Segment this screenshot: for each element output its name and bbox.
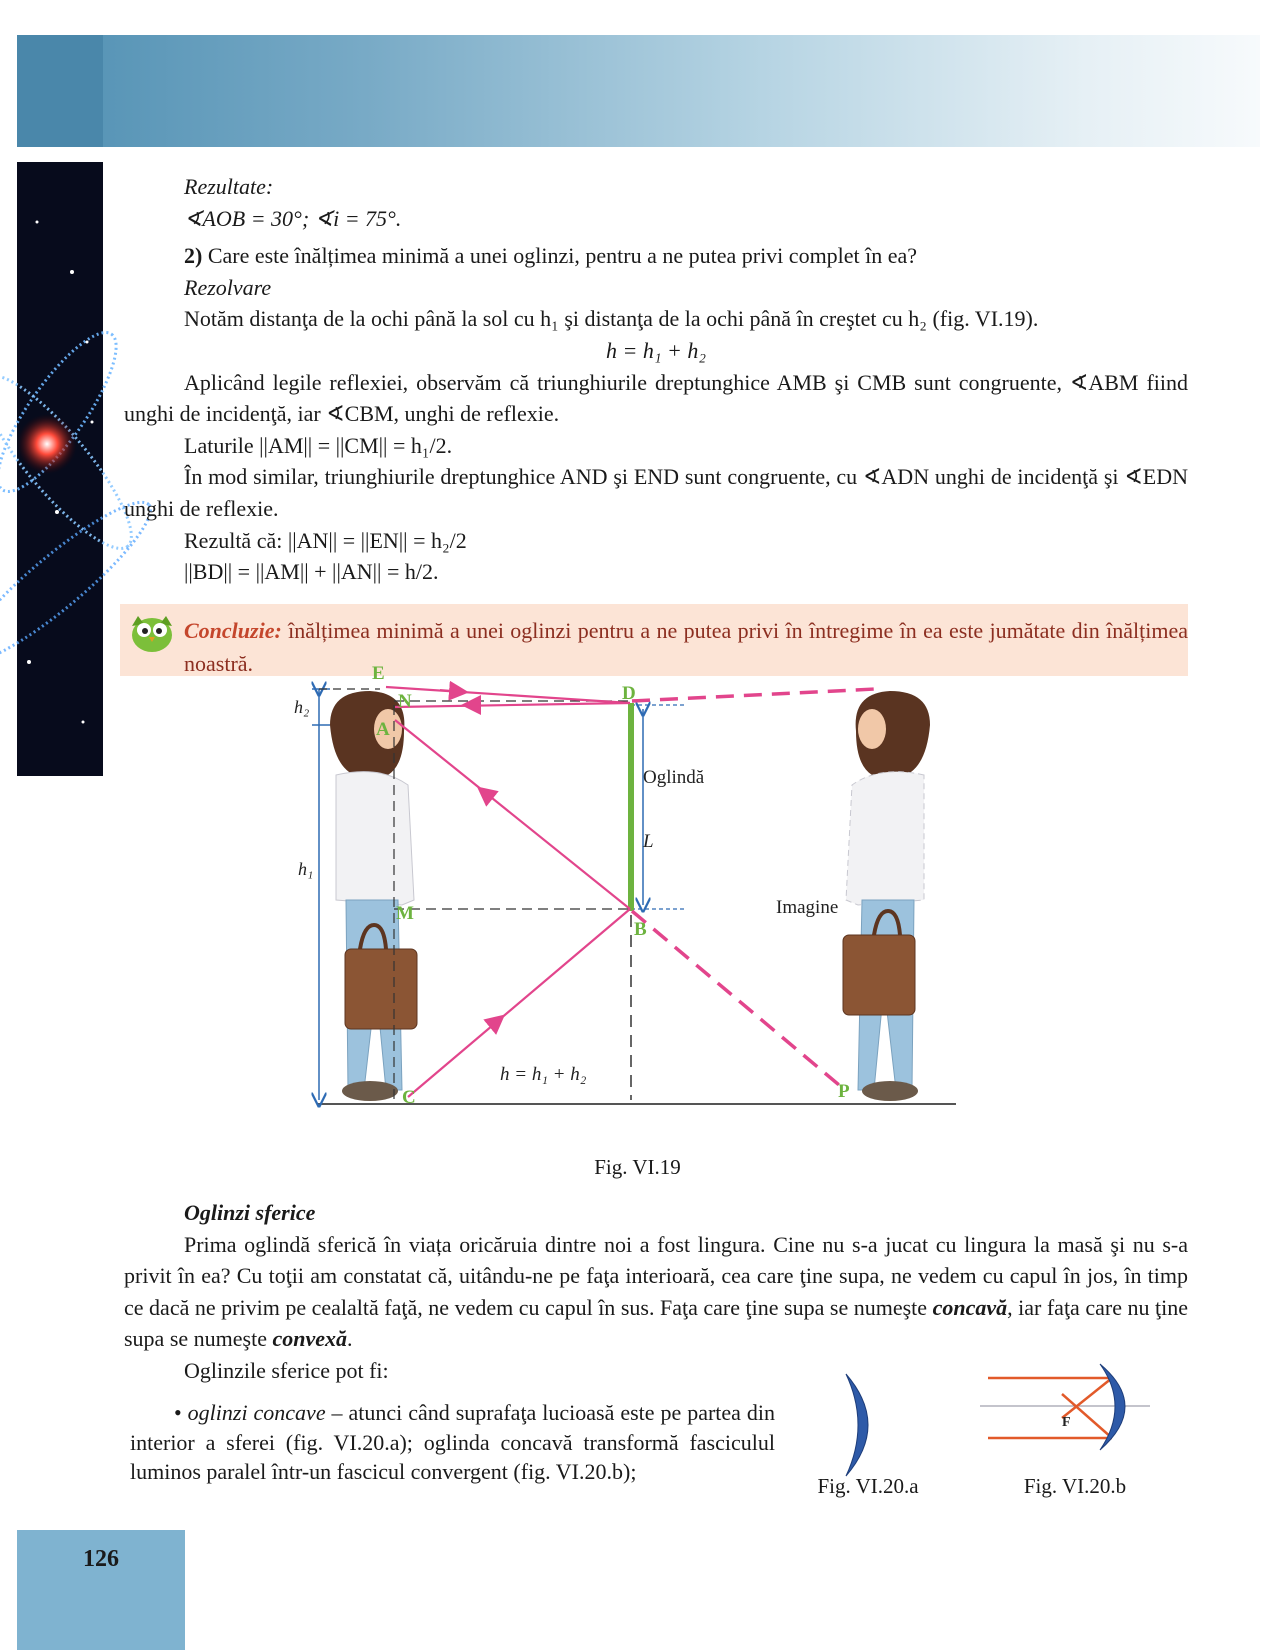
problem-line6: ||BD|| = ||AM|| + ||AN|| = h/2. [184,559,439,585]
point-a: A [376,719,390,740]
spherical-para1: Prima oglindă sferică în viața oricăruia dintre noi a fost lingura. Cine nu s-a jucat cu lingura la masă şi nu s-a privit în ea? Cu toţii am constatat că, uitându-ne pe faţa interioară, cea care ţine supa, ne vedem cu capul în jos, în timp ce dacă ne privim pe cealaltă faţă, ne vedem cu capul în sus. Faţa care ţine supa se numeşte concavă, iar faţa care nu ţine supa se numeşte convexă. [124,1231,1189,1351]
label-formula: h = h₁ + h₂ [500,1064,587,1085]
label-l: L [643,831,654,852]
results-values: ∢AOB = 30°; ∢i = 75°. [184,205,402,231]
solution-label: Rezolvare [184,274,272,300]
problem-line2: Aplicând legile reflexiei, observăm că triunghiurile dreptunghice AMB şi CMB sunt congruente, ∢ABM fiind unghi de incidenţă, iar ∢CBM, unghi de reflexie. [124,369,1188,427]
problem-line1: Notăm distanţa de la ochi până la sol cu h₁ şi distanţa de la ochi până în creştet cu h₂ (fig. VI.19). [184,306,1039,332]
focus-label: F [1062,1415,1071,1430]
section-heading: Oglinzi sferice [184,1200,316,1225]
fig-vi20a-caption: Fig. VI.20.a [817,1474,919,1498]
fig-vi19-caption: Fig. VI.19 [594,1155,681,1179]
figure-vi19 [290,663,990,1145]
woman-left [330,691,417,1101]
conclusion-text: Concluzie: înălțimea minimă a unei oglinzi pentru a ne putea privi în întregime în ea este jumătate din înălțimea noastră. [184,618,1188,676]
conclusion-label: Concluzie: [184,618,282,643]
bullet-concave: • oglinzi concave – atunci când suprafaţa lucioasă este pe partea din interior a sferei (fig. VI.20.a); oglinda concavă transformă fasciculul luminos paralel într-un fascicul convergent (fig. VI.20.b); [130,1400,776,1484]
point-c: C [402,1087,416,1108]
point-d: D [622,683,636,704]
fig-vi20b-caption: Fig. VI.20.b [1023,1474,1127,1498]
problem-question: 2) Care este înălțimea minimă a unei oglinzi, pentru a ne putea privi complet în ea? [184,243,918,269]
problem-line4: În mod similar, triunghiurile dreptunghice AND şi END sunt congruente, cu ∢ADN unghi de incidenţă şi ∢EDN unghi de reflexie. [124,464,1188,521]
formula-main: h = h₁ + h₂ [606,337,706,363]
point-p: P [838,1081,850,1102]
label-h2: h₂ [294,697,310,717]
problem-line3: Laturile ||AM|| = ||CM|| = h₁/2. [184,432,453,458]
woman-right [843,691,930,1101]
owl-icon [126,608,178,654]
point-b: B [634,919,647,940]
header-tab [17,35,103,147]
point-e: E [372,663,385,684]
results-label: Rezultate: [184,174,274,199]
point-m: M [396,903,414,924]
label-mirror: Oglindă [643,767,705,788]
page-number: 126 [83,1546,119,1572]
problem-line5: Rezultă că: ||AN|| = ||EN|| = h₂/2 [184,527,467,553]
side-decoration [17,162,103,776]
figure-vi20a [838,1370,898,1480]
atom-illustration [17,162,103,776]
types-intro: Oglinzile sferice pot fi: [184,1357,389,1383]
label-image: Imagine [776,897,839,918]
label-h1: h₁ [298,859,314,879]
figure-vi20b [980,1366,1160,1484]
header-band [17,35,1260,147]
point-n: N [398,691,412,712]
